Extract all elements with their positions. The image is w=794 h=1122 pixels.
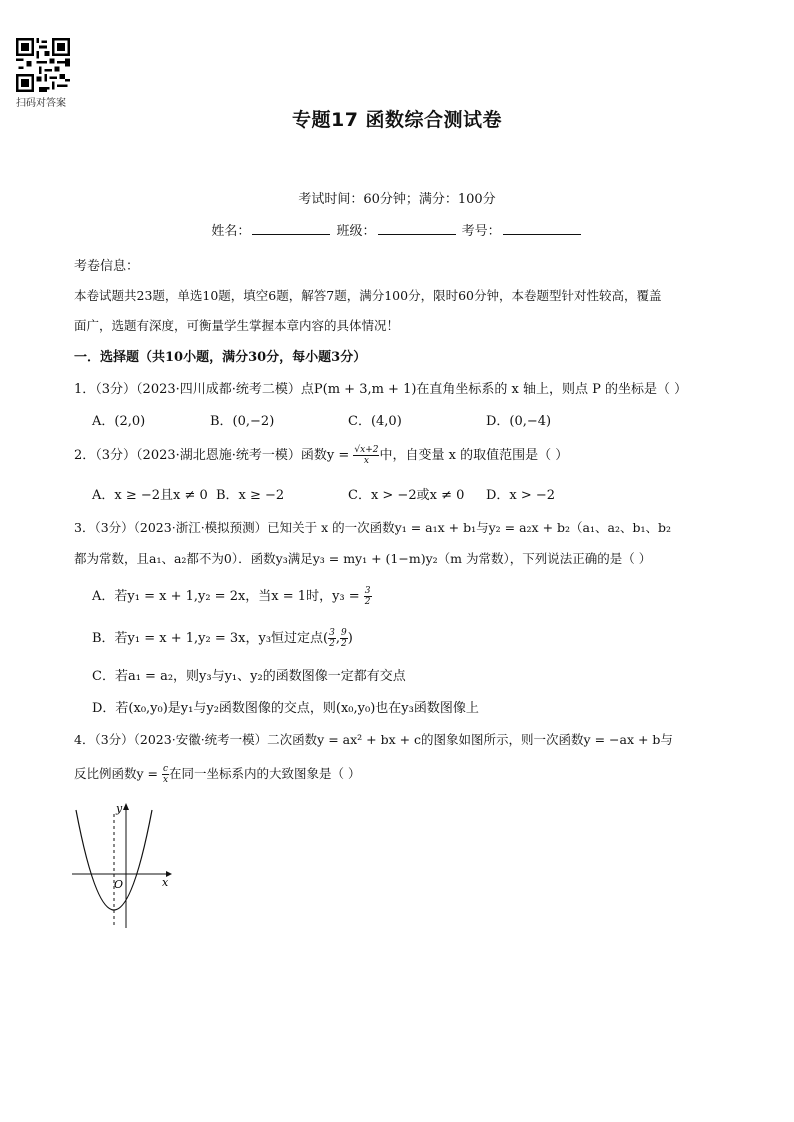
q2-stem-before: 2．（3分）（2023·湖北恩施·统考一模）函数y = [74,448,350,463]
page-title: 专题17 函数综合测试卷 [291,109,503,131]
q3-b-frac-2-den: 2 [340,639,347,649]
q3-option-a-fraction [364,586,372,607]
intro-heading: 考卷信息： [74,259,140,274]
origin-label: O [114,878,124,891]
question-3-stem-line-1: 3．（3分）（2023·浙江·模拟预测）已知关于 x 的一次函数y₁ = a₁x + b₁与y₂ = a₂x + b₂（a₁、a₂、b₁、b₂ [74,520,671,535]
q4-stem-after: 在同一坐标系内的大致图象是（ ） [169,766,361,781]
name-label: 姓名： [211,224,251,239]
q3-option-d[interactable]: D．若(x₀,y₀)是y₁与y₂函数图像的交点，则(x₀,y₀)也在y₃函数图像上 [92,701,479,716]
q2-stem-after: 中，自变量 x 的取值范围是（ ） [379,448,569,463]
q3-b-frac-1-num: 3 [329,628,335,638]
q3-option-a[interactable] [92,585,372,607]
q1-option-d[interactable]: D．(0,−4) [486,414,552,429]
qr-caption: 扫码对答案 [16,98,66,109]
number-label: 考号： [461,224,501,239]
q4-frac-num: c [163,764,169,774]
student-info-row [0,220,794,239]
q3-b-frac-2-num: 9 [340,628,347,638]
q2-option-c[interactable]: C．x > −2或x ≠ 0 [348,488,465,503]
question-1-stem: 1．（3分）（2023·四川成都·统考二模）点P(m + 3,m + 1)在直角坐标系的 x 轴上，则点 P 的坐标是（ ） [74,382,688,397]
intro-line-1: 本卷试题共23题，单选10题，填空6题，解答7题，满分100分，限时60分钟，本卷题型针对性较高，覆盖 [74,288,662,303]
q1-option-c[interactable]: C．(4,0) [348,414,402,429]
q2-option-d[interactable]: D．x > −2 [486,488,556,503]
exam-info: 考试时间：60分钟；满分：100分 [298,192,496,207]
class-blank[interactable] [378,222,456,235]
q1-option-a[interactable]: A．(2,0) [92,414,146,429]
intro-line-2: 面广，选题有深度，可衡量学生掌握本章内容的具体情况！ [74,318,400,333]
section-heading: 一．选择题（共10小题，满分30分，每小题3分） [74,350,367,365]
q3-option-a-text: A．若y₁ = x + 1,y₂ = 2x，当x = 1时，y₃ = [92,589,360,604]
q3-a-frac-num: 3 [364,586,371,596]
q2-fraction [353,445,379,466]
y-axis-label: y [116,802,123,815]
class-label: 班级： [336,224,376,239]
name-blank[interactable] [252,222,330,235]
q4-fraction [162,764,169,785]
q2-frac-den: x [363,456,369,466]
q3-option-b-close: ) [347,631,353,646]
q3-b-frac-2 [340,628,348,649]
q3-b-frac-1 [328,628,336,649]
q2-frac-num: √x+2 [354,445,379,455]
q3-option-b-text: B．若y₁ = x + 1,y₂ = 3x，y₃恒过定点( [92,631,329,646]
question-4-stem-line-1: 4．（3分）（2023·安徽·统考一模）二次函数y = ax² + bx + c的图象如图所示，则一次函数y = −ax + b与 [74,732,673,747]
q2-option-a[interactable]: A．x ≥ −2且x ≠ 0 [92,488,208,503]
q4-stem-before: 反比例函数y = [74,766,159,781]
question-3-stem-line-2: 都为常数，且a₁、a₂都不为0）．函数y₃满足y₃ = my₁ + (1−m)y₂（m 为常数），下列说法正确的是（ ） [74,551,652,566]
q3-option-c[interactable]: C．若a₁ = a₂，则y₃与y₁、y₂的函数图像一定都有交点 [92,669,406,684]
question-2-stem [74,444,568,466]
q4-frac-den: x [162,775,169,785]
q3-b-frac-1-den: 2 [329,639,335,649]
y-axis-arrow [123,803,129,810]
parabola-graph [68,800,178,930]
q2-option-b[interactable]: B．x ≥ −2 [216,488,285,503]
q3-a-frac-den: 2 [364,597,371,607]
qr-code-image [16,38,70,92]
number-blank[interactable] [503,222,581,235]
x-axis-label: x [162,876,169,889]
question-4-stem-line-2 [74,764,361,785]
q1-option-b[interactable]: B．(0,−2) [210,414,275,429]
q3-option-b[interactable]: B．若y₁ = x + 1,y₂ = 3x，y₃恒过定点( $\frac{3}{2}$ , $\frac{9}{2}$ ) [92,628,353,649]
